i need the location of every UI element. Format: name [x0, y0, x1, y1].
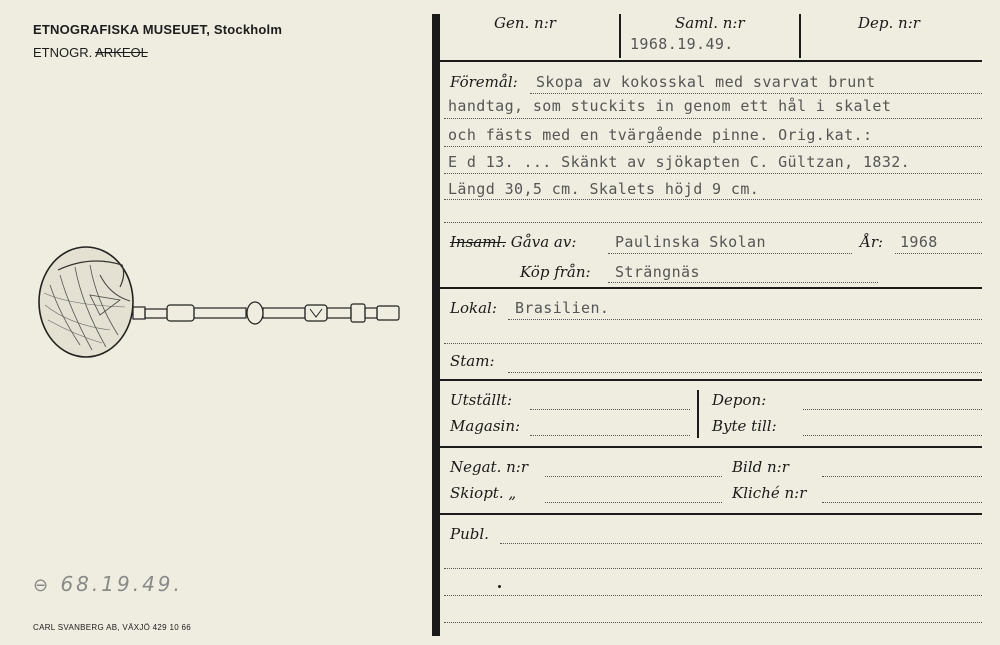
- dotted-line: [545, 476, 722, 477]
- handwritten-mark-icon: ⊖: [33, 575, 52, 596]
- section-rule: [440, 379, 982, 381]
- department-line: [33, 45, 148, 60]
- dotted-line: [530, 409, 690, 410]
- utstallt-label: Utställt:: [450, 391, 513, 409]
- publ-label: Publ.: [450, 525, 489, 543]
- header-rule: [440, 60, 982, 62]
- section-rule: [440, 287, 982, 289]
- foremal-line-3: och fästs med en tvärgående pinne. Orig.kat.:: [448, 126, 873, 144]
- kop-value: Strängnäs: [615, 263, 700, 281]
- section-rule: [440, 513, 982, 515]
- ar-label: År:: [860, 233, 884, 251]
- header-divider-2: [799, 14, 801, 58]
- dotted-line: [444, 568, 982, 569]
- dotted-line: [444, 343, 982, 344]
- saml-value: 1968.19.49.: [630, 35, 734, 53]
- lokal-value: Brasilien.: [515, 299, 610, 317]
- dotted-line: [444, 173, 982, 174]
- foremal-line-2: handtag, som stuckits in genom ett hål i skalet: [448, 97, 892, 115]
- depon-label: Depon:: [712, 391, 767, 409]
- museum-name: ETNOGRAFISKA MUSEUET, Stockholm: [33, 22, 283, 37]
- bild-label: Bild n:r: [732, 458, 789, 476]
- dotted-line: [803, 435, 982, 436]
- gen-label: Gen. n:r: [494, 14, 556, 32]
- section-rule: [440, 446, 982, 448]
- insaml-label: Insaml. Gåva av:: [450, 233, 577, 251]
- dotted-line: [545, 502, 722, 503]
- department-prefix: ETNOGR.: [33, 45, 93, 60]
- foremal-line-1: Skopa av kokosskal med svarvat brunt: [536, 73, 876, 91]
- header-divider-1: [619, 14, 621, 58]
- dotted-line: [444, 118, 982, 119]
- storage-divider: [697, 390, 699, 438]
- foremal-label: Föremål:: [450, 73, 518, 91]
- department-struck: ARKEOL: [95, 45, 148, 60]
- handwritten-catalog-number: ⊖ 68.19.49.: [33, 572, 183, 596]
- foremal-line-5: Längd 30,5 cm. Skalets höjd 9 cm.: [448, 180, 760, 198]
- gava-value: Paulinska Skolan: [615, 233, 766, 251]
- dotted-line: [895, 253, 982, 254]
- dotted-line: [444, 595, 982, 596]
- magasin-label: Magasin:: [450, 417, 521, 435]
- dep-label: Dep. n:r: [858, 14, 920, 32]
- skiopt-label: Skiopt. „: [450, 484, 517, 502]
- kop-label: Köp från:: [520, 263, 591, 281]
- foremal-line-4: E d 13. ... Skänkt av sjökapten C. Gültzan, 1832.: [448, 153, 911, 171]
- dotted-line: [822, 502, 982, 503]
- dotted-line: [803, 409, 982, 410]
- dotted-line: [508, 319, 982, 320]
- dotted-line: [444, 146, 982, 147]
- dotted-line: [822, 476, 982, 477]
- lokal-label: Lokal:: [450, 299, 497, 317]
- ink-dot: [498, 585, 501, 588]
- byte-label: Byte till:: [712, 417, 777, 435]
- ladle-drawing: [30, 235, 410, 365]
- dotted-line: [500, 543, 982, 544]
- printer-mark: CARL SVANBERG AB, VÄXJÖ 429 10 66: [33, 623, 191, 632]
- negat-label: Negat. n:r: [450, 458, 528, 476]
- card-divider: [432, 14, 440, 636]
- dotted-line: [444, 199, 982, 200]
- kliche-label: Kliché n:r: [732, 484, 807, 502]
- dotted-line: [530, 93, 982, 94]
- ar-value: 1968: [900, 233, 938, 251]
- stam-label: Stam:: [450, 352, 495, 370]
- saml-label: Saml. n:r: [675, 14, 745, 32]
- dotted-line: [444, 222, 982, 223]
- dotted-line: [608, 253, 852, 254]
- dotted-line: [530, 435, 690, 436]
- dotted-line: [508, 372, 982, 373]
- dotted-line: [608, 282, 878, 283]
- dotted-line: [444, 622, 982, 623]
